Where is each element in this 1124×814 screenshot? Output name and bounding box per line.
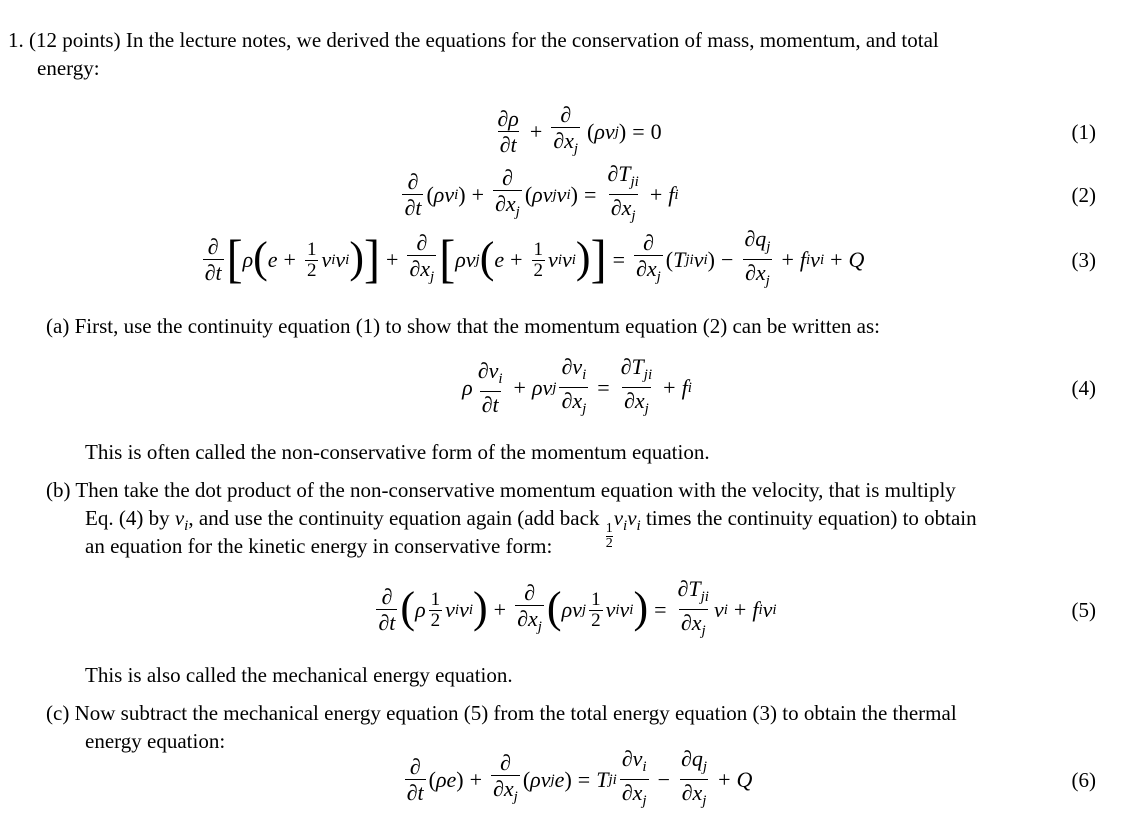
part-c-text <box>46 699 1094 727</box>
part-a-after-text: This is often called the non-conservative form of the momentum equation. <box>85 440 710 464</box>
part-c-line1: Now subtract the mechanical energy equation (5) from the total energy equation (3) to obtain the thermal <box>74 701 957 725</box>
part-b-text <box>46 476 1094 504</box>
part-b-line2-b: , and use the continuity equation again (add back <box>188 506 600 530</box>
problem-intro-line2: energy: <box>37 56 100 80</box>
problem-points: (12 points) <box>29 28 121 52</box>
equation-6: $\frac{\partial}{\partial t}$ ( ρe ) + $\frac{\partial}{\partial x_j}$ ( ρv j e ) = T ji $\frac{\partial v_i}{\partial x_j}$ − $\frac{\partial q_j}{\partial x_j}$ + Q (6) <box>0 752 1124 808</box>
part-a-body: First, use the continuity equation (1) to show that the momentum equation (2) can be written as: <box>74 314 880 338</box>
equation-number-2: (2) <box>1071 183 1096 207</box>
part-b-line3: an equation for the kinetic energy in conservative form: <box>85 534 553 558</box>
equation-5: $\frac{\partial}{\partial t}$ ( ρ $\frac{1}{2}$ v i v i ) + $\frac{\partial}{\partial x_j}$ ( ρv j $\frac{1}{2}$ v i v i ) = $\frac{\partial T_{ji}}{\partial x_j}$ v i + f i v i (5) <box>0 580 1124 640</box>
part-a-text <box>46 312 1094 340</box>
part-b-line2-c: times the continuity equation) to obtain <box>645 506 977 530</box>
part-b-after-text: This is also called the mechanical energy equation. <box>85 663 513 687</box>
equation-4: ρ $\frac{\partial v_i}{\partial t}$ + ρv j $\frac{\partial v_i}{\partial x_j}$ = $\frac{\partial T_{ji}}{\partial x_j}$ + f i (4) <box>0 360 1124 416</box>
equation-1: $\frac{\partial\rho}{\partial t}$ + $\frac{\partial}{\partial x_j}$ ( ρv j ) = 0 (1) <box>0 106 1124 158</box>
part-b-line2-row: Eq. (4) by $v_i$, and use the continuity equation again (add back $\frac{1}{2}$ $v_iv_i$ times the continuity equation) to obtain <box>85 506 977 551</box>
problem-intro-line1: In the lecture notes, we derived the equations for the conservation of mass, momentum, and total <box>125 28 939 52</box>
equation-number-5: (5) <box>1071 598 1096 622</box>
part-b-line2-a: Eq. (4) by <box>85 506 170 530</box>
problem-intro <box>8 26 1094 54</box>
part-c-line2: energy equation: <box>85 729 226 753</box>
part-a-label: (a) <box>46 314 70 338</box>
part-c-line2-row <box>85 727 225 755</box>
part-c-label: (c) <box>46 701 70 725</box>
part-b-after <box>85 661 513 689</box>
problem-intro-cont <box>37 54 100 82</box>
equation-number-4: (4) <box>1071 376 1096 400</box>
equation-number-1: (1) <box>1071 120 1096 144</box>
equation-number-3: (3) <box>1071 248 1096 272</box>
part-a-after <box>85 438 710 466</box>
equation-2: $\frac{\partial}{\partial t}$ ( ρv i ) + $\frac{\partial}{\partial x_j}$ ( ρv j v i ) = $\frac{\partial T_{ji}}{\partial x_j}$ + f i (2) <box>0 167 1124 223</box>
part-b-label: (b) <box>46 478 71 502</box>
equation-number-6: (6) <box>1071 768 1096 792</box>
part-b-line1: Then take the dot product of the non-conservative momentum equation with the velocity, that is multiply <box>75 478 956 502</box>
equation-3: $\frac{\partial}{\partial t}$ [ ρ ( e + $\frac{1}{2}$ v i v i ) ] + $\frac{\partial}{\partial x_j}$ [ ρv j ( e + $\frac{1}{2}$ v i v i ) ] = $\frac{\partial}{\partial x_j}$ ( T ji v i ) − $\frac{\partial q_j}{\partial x_j}$ + f i v i + Q (3) <box>0 230 1124 290</box>
problem-number: 1. <box>8 28 24 52</box>
part-b-line3-row <box>85 532 552 560</box>
